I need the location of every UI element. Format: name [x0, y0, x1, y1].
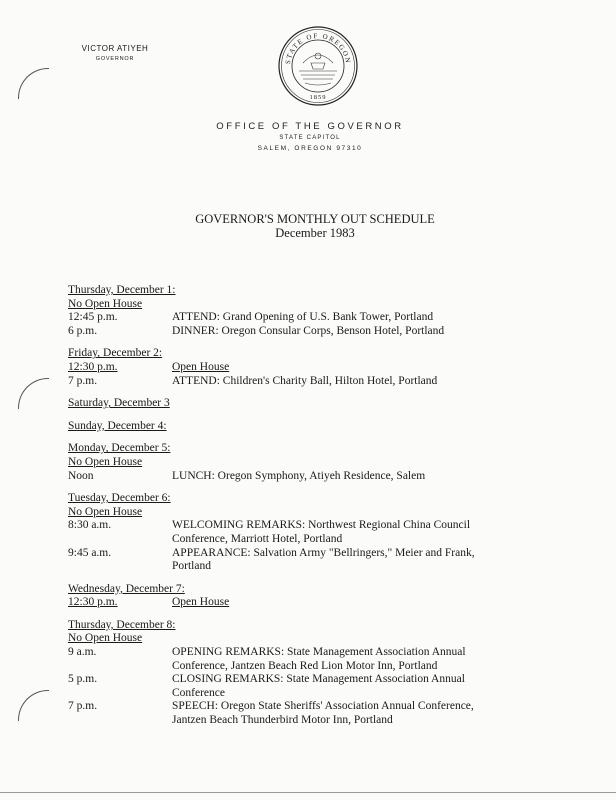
day-heading: Thursday, December 1:	[68, 284, 176, 296]
schedule-entry	[68, 325, 568, 339]
office-location: STATE CAPITOL	[279, 135, 341, 141]
schedule-entry	[68, 298, 568, 312]
entry-time: Noon	[68, 469, 94, 482]
day-heading: Friday, December 2:	[68, 347, 163, 360]
entry-description-line: Portland	[172, 560, 211, 573]
office-name: OFFICE OF THE GOVERNOR	[216, 121, 404, 132]
seal-text: STATE OF OREGON	[283, 31, 353, 65]
entry-description-line: ATTEND: Children's Charity Ball, Hilton Hotel, Portland	[172, 374, 438, 387]
schedule-day	[68, 619, 568, 728]
entry-time: 5 p.m.	[68, 673, 98, 686]
entry-description-line: Jantzen Beach Thunderbird Motor Inn, Portland	[172, 714, 393, 727]
schedule-entry	[68, 632, 568, 646]
office-address: SALEM, OREGON 97310	[257, 145, 363, 152]
entry-time: No Open House	[68, 505, 143, 518]
entry-description-line: Conference, Jantzen Beach Red Lion Motor Inn, Portland	[172, 659, 438, 672]
entry-description	[172, 632, 568, 646]
schedule-entry	[68, 470, 568, 484]
schedule-day	[68, 284, 568, 338]
schedule-entry	[68, 361, 568, 375]
day-heading: Tuesday, December 6:	[68, 492, 171, 505]
schedule-entry	[68, 673, 568, 700]
entry-description-line: Conference	[172, 686, 225, 699]
schedule-day	[68, 347, 568, 388]
entry-time: 12:30 p.m.	[68, 360, 118, 373]
schedule-entry	[68, 456, 568, 470]
entry-description	[172, 470, 568, 484]
entry-time: 6 p.m.	[68, 324, 98, 337]
document-subtitle: December 1983	[275, 226, 355, 240]
entry-description	[172, 519, 568, 546]
schedule-day	[68, 442, 568, 483]
entry-time: 9 a.m.	[68, 646, 97, 659]
entry-description	[172, 298, 568, 312]
document-heading	[150, 212, 480, 240]
entry-description	[172, 646, 568, 673]
entry-description	[172, 311, 568, 325]
schedule-entry	[68, 506, 568, 520]
schedule-entry	[68, 646, 568, 673]
entry-description-line: APPEARANCE: Salvation Army "Bellringers," Meier and Frank,	[172, 546, 475, 559]
entry-description	[172, 673, 568, 700]
entry-time: No Open House	[68, 297, 143, 310]
day-heading: Thursday, December 8:	[68, 618, 176, 631]
entry-description-line: Conference, Marriott Hotel, Portland	[172, 532, 343, 545]
entry-time: 8:30 a.m.	[68, 519, 112, 532]
schedule-list	[68, 284, 568, 737]
schedule-entry	[68, 311, 568, 325]
schedule-day	[68, 492, 568, 574]
entry-time: No Open House	[68, 632, 143, 645]
schedule-day	[68, 583, 568, 610]
entry-time: No Open House	[68, 455, 143, 468]
entry-description-line: Open House	[172, 360, 230, 373]
entry-description	[172, 547, 568, 574]
svg-text:STATE OF OREGON	[284, 32, 352, 65]
office-letterhead	[200, 121, 420, 152]
entry-description	[172, 375, 568, 389]
entry-time: 9:45 a.m.	[68, 546, 112, 559]
entry-description-line: DINNER: Oregon Consular Corps, Benson Hotel, Portland	[172, 324, 445, 337]
oregon-state-seal-icon	[277, 25, 359, 107]
entry-description-line: CLOSING REMARKS: State Management Association Annual	[172, 673, 465, 686]
binder-hole-mark	[18, 378, 49, 409]
entry-description-line: ATTEND: Grand Opening of U.S. Bank Tower, Portland	[172, 311, 434, 324]
schedule-entry	[68, 519, 568, 546]
governor-name: VICTOR ATIYEH	[81, 44, 149, 53]
entry-time: 7 p.m.	[68, 700, 98, 713]
entry-time: 7 p.m.	[68, 374, 98, 387]
entry-description-line: Open House	[172, 596, 230, 609]
seal-year: 1859	[309, 94, 327, 101]
schedule-entry	[68, 375, 568, 389]
schedule-day	[68, 397, 568, 411]
entry-description	[172, 361, 568, 375]
schedule-day	[68, 420, 568, 434]
entry-description-line: OPENING REMARKS: State Management Association Annual	[172, 646, 466, 659]
entry-description-line: SPEECH: Oregon State Sheriffs' Association Annual Conference,	[172, 700, 474, 713]
entry-description	[172, 506, 568, 520]
day-heading: Monday, December 5:	[68, 442, 171, 455]
schedule-entry	[68, 547, 568, 574]
binder-hole-mark	[18, 68, 49, 99]
entry-time: 12:30 p.m.	[68, 596, 118, 609]
binder-hole-mark	[18, 690, 49, 721]
entry-description	[172, 700, 568, 727]
day-heading: Saturday, December 3	[68, 397, 170, 410]
entry-description-line: WELCOMING REMARKS: Northwest Regional China Council	[172, 519, 471, 532]
schedule-entry	[68, 700, 568, 727]
entry-time: 12:45 p.m.	[68, 311, 118, 324]
day-heading: Wednesday, December 7:	[68, 582, 185, 595]
schedule-entry	[68, 596, 568, 610]
entry-description-line: LUNCH: Oregon Symphony, Atiyeh Residence, Salem	[172, 469, 426, 482]
day-heading: Sunday, December 4:	[68, 419, 167, 432]
governor-title: GOVERNOR	[95, 56, 135, 62]
entry-description	[172, 596, 568, 610]
page-bottom-edge	[0, 792, 616, 793]
entry-description	[172, 325, 568, 339]
entry-description	[172, 456, 568, 470]
document-title: GOVERNOR'S MONTHLY OUT SCHEDULE	[195, 212, 435, 226]
